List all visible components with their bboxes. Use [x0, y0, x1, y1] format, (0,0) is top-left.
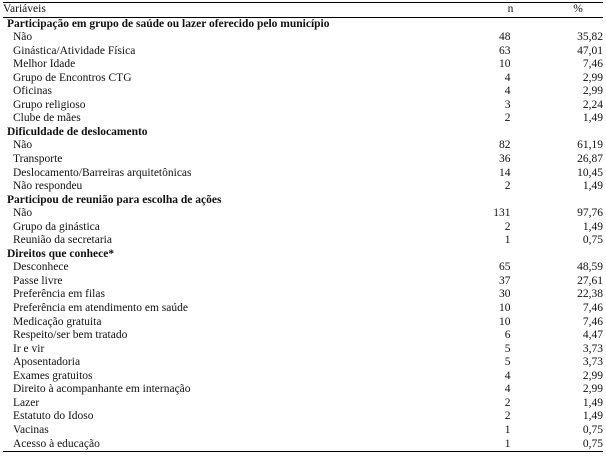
table-row — [3, 302, 603, 316]
row-n: 6 — [504, 329, 511, 342]
row-label: Passe livre — [13, 274, 63, 287]
row-n: 48 — [498, 31, 511, 44]
table-row — [3, 424, 603, 438]
row-label: Clube de mães — [13, 112, 81, 125]
row-percent: 4,47 — [582, 329, 604, 342]
row-n: 2 — [504, 112, 511, 125]
section-title: Participação em grupo de saúde ou lazer oferecido pelo município — [7, 17, 330, 30]
section-title-row — [3, 248, 603, 262]
row-label: Lazer — [13, 396, 40, 409]
row-label: Acesso à educação — [13, 437, 100, 450]
row-label: Respeito/ser bem tratado — [13, 329, 128, 342]
row-percent: 1,49 — [582, 410, 604, 423]
row-n: 10 — [498, 58, 511, 71]
row-label: Reunião da secretaria — [13, 234, 112, 247]
table-row — [3, 383, 603, 397]
row-label: Deslocamento/Barreiras arquitetônicas — [13, 166, 192, 179]
table-row — [3, 72, 603, 86]
table-row — [3, 316, 603, 330]
row-n: 131 — [493, 207, 511, 220]
row-n: 2 — [504, 220, 511, 233]
table-row — [3, 99, 603, 113]
table-row — [3, 343, 603, 357]
row-percent: 26,87 — [577, 153, 604, 166]
row-percent: 2,99 — [582, 369, 604, 382]
row-percent: 1,49 — [582, 180, 604, 193]
section-title: Participou de reunião para escolha de ações — [7, 193, 222, 206]
table-row — [3, 139, 603, 153]
row-n: 2 — [504, 410, 511, 423]
row-percent: 7,46 — [582, 315, 604, 328]
row-label: Preferência em filas — [13, 288, 105, 301]
row-percent: 0,75 — [582, 423, 604, 436]
row-percent: 27,61 — [577, 274, 604, 287]
table-row — [3, 234, 603, 248]
table-row — [3, 356, 603, 370]
row-label: Estatuto do Idoso — [13, 410, 94, 423]
row-percent: 97,76 — [577, 207, 604, 220]
section-title: Dificuldade de deslocamento — [7, 125, 148, 138]
row-percent: 0,75 — [582, 437, 604, 450]
row-label: Oficinas — [13, 85, 52, 98]
row-n: 65 — [498, 261, 511, 274]
row-percent: 48,59 — [577, 261, 604, 274]
table-row — [3, 207, 603, 221]
row-label: Vacinas — [13, 423, 49, 436]
row-label: Não — [13, 31, 33, 44]
row-label: Desconhece — [13, 261, 69, 274]
data-table — [3, 2, 603, 452]
row-label: Medicação gratuita — [13, 315, 102, 328]
row-percent: 61,19 — [577, 139, 604, 152]
section-title-row — [3, 126, 603, 140]
table-row — [3, 85, 603, 99]
row-n: 63 — [498, 44, 511, 57]
table-row — [3, 329, 603, 343]
row-label: Ginástica/Atividade Física — [13, 44, 136, 57]
row-n: 5 — [504, 342, 511, 355]
section-title-row — [3, 18, 603, 32]
table-row — [3, 275, 603, 289]
section-title: Direitos que conhece* — [7, 247, 115, 260]
row-n: 36 — [498, 153, 511, 166]
row-n: 1 — [504, 234, 511, 247]
row-percent: 10,45 — [577, 166, 604, 179]
header-percent: % — [573, 3, 583, 15]
row-percent: 2,99 — [582, 71, 604, 84]
table-header — [3, 3, 603, 17]
row-n: 10 — [498, 302, 511, 315]
table-row — [3, 221, 603, 235]
table-row — [3, 180, 603, 194]
row-percent: 1,49 — [582, 220, 604, 233]
table-row — [3, 288, 603, 302]
header-variables: Variáveis — [3, 3, 46, 15]
row-n: 4 — [504, 383, 511, 396]
row-n: 3 — [504, 98, 511, 111]
row-n: 4 — [504, 369, 511, 382]
row-n: 14 — [498, 166, 511, 179]
table-row — [3, 410, 603, 424]
table-row — [3, 31, 603, 45]
table-body — [3, 18, 603, 452]
row-n: 1 — [504, 423, 511, 436]
row-label: Grupo de Encontros CTG — [13, 71, 132, 84]
row-percent: 0,75 — [582, 234, 604, 247]
table-row — [3, 261, 603, 275]
row-percent: 35,82 — [577, 31, 604, 44]
row-percent: 47,01 — [577, 44, 604, 57]
table-row — [3, 370, 603, 384]
row-label: Não — [13, 207, 33, 220]
row-percent: 7,46 — [582, 58, 604, 71]
table-row — [3, 153, 603, 167]
row-n: 1 — [504, 437, 511, 450]
table-row — [3, 438, 603, 452]
row-n: 10 — [498, 315, 511, 328]
row-n: 82 — [498, 139, 511, 152]
row-percent: 1,49 — [582, 112, 604, 125]
row-label: Preferência em atendimento em saúde — [13, 302, 188, 315]
row-percent: 7,46 — [582, 302, 604, 315]
bottom-rule — [3, 451, 603, 452]
row-label: Exames gratuitos — [13, 369, 93, 382]
row-percent: 2,24 — [582, 98, 604, 111]
row-label: Ir e vir — [13, 342, 45, 355]
row-label: Não respondeu — [13, 180, 83, 193]
table-row — [3, 397, 603, 411]
row-percent: 22,38 — [577, 288, 604, 301]
row-label: Grupo religioso — [13, 98, 86, 111]
row-n: 37 — [498, 274, 511, 287]
row-percent: 2,99 — [582, 85, 604, 98]
table-row — [3, 58, 603, 72]
row-n: 2 — [504, 180, 511, 193]
row-label: Melhor Idade — [13, 58, 76, 71]
row-percent: 1,49 — [582, 396, 604, 409]
row-n: 4 — [504, 85, 511, 98]
row-label: Grupo da ginástica — [13, 220, 100, 233]
row-percent: 3,73 — [582, 356, 604, 369]
section-title-row — [3, 194, 603, 208]
table-row — [3, 167, 603, 181]
row-percent: 2,99 — [582, 383, 604, 396]
row-n: 2 — [504, 396, 511, 409]
row-label: Aposentadoria — [13, 356, 81, 369]
table-row — [3, 112, 603, 126]
table-row — [3, 45, 603, 59]
row-n: 5 — [504, 356, 511, 369]
row-percent: 3,73 — [582, 342, 604, 355]
row-n: 4 — [504, 71, 511, 84]
row-label: Direito à acompanhante em internação — [13, 383, 191, 396]
row-n: 30 — [498, 288, 511, 301]
row-label: Não — [13, 139, 33, 152]
header-n: n — [507, 3, 514, 15]
row-label: Transporte — [13, 153, 63, 166]
